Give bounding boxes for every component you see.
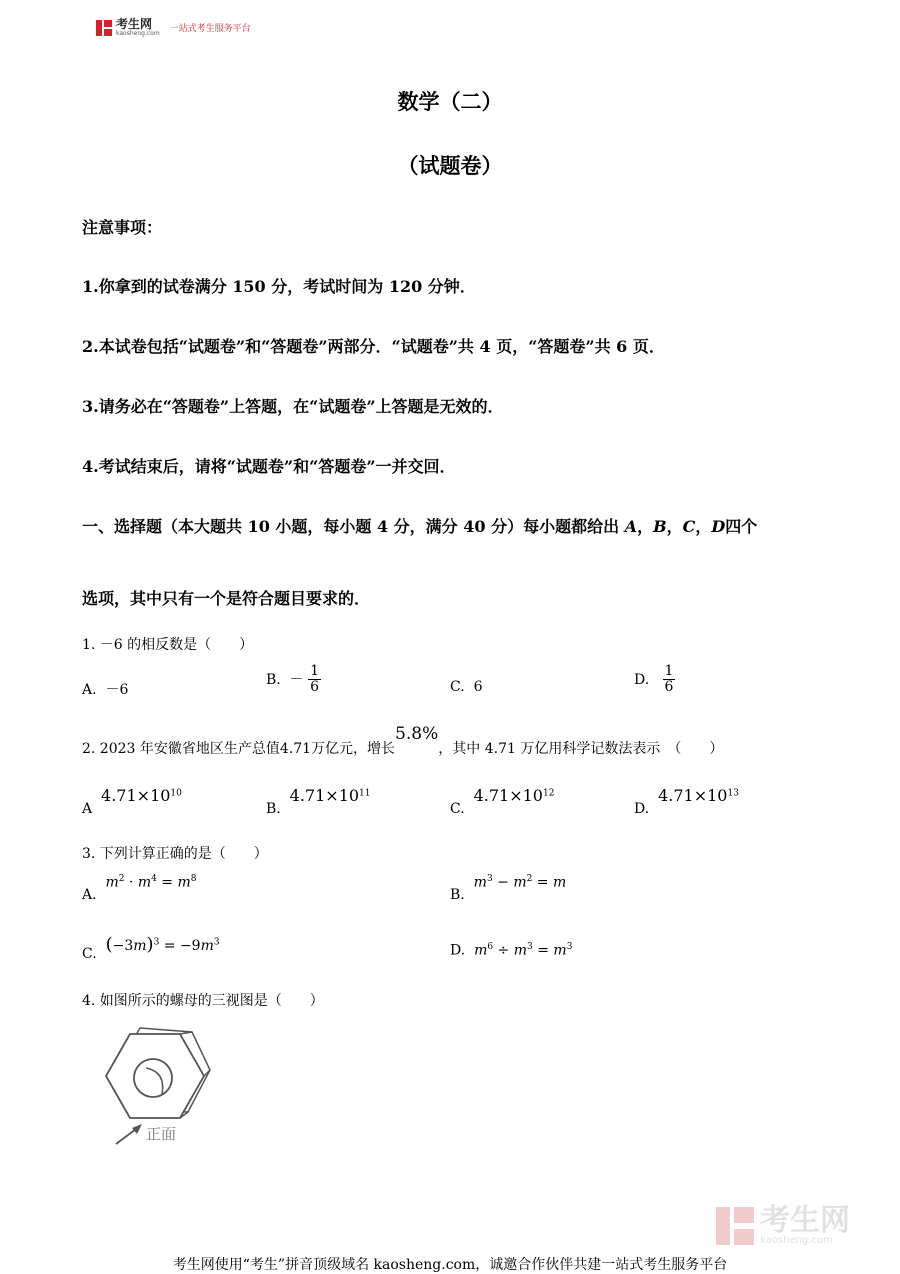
choice-letter: B [653, 517, 667, 536]
note-item: 4.考试结束后，请将“试题卷”和“答题卷”一并交回． [82, 457, 456, 476]
q2-option-a: A $4.71\times 10^{10}$ [82, 786, 182, 817]
q3-option-a: A. $m^2 \cdot m^4 = m^8$ [82, 874, 197, 903]
q1-option-c: C. 6 [450, 679, 483, 695]
section-heading-text: 一、选择题（本大题共 10 小题，每小题 4 分，满分 40 分）每小题都给出 [82, 517, 620, 536]
q3-option-b: B. $m^3 - m^2 = m$ [450, 874, 567, 903]
nut-figure [82, 1020, 232, 1155]
choice-letter: A [624, 517, 638, 536]
notes-heading: 注意事项： [82, 218, 163, 237]
value: 4.71 [279, 741, 312, 757]
brand-domain: kaosheng.com [116, 30, 160, 37]
kaosheng-watermark-icon [716, 1207, 754, 1245]
fraction: $\frac{1}{6}$ [664, 663, 674, 696]
watermark-logo [716, 1203, 850, 1246]
choice-letter: C [682, 517, 696, 536]
page-title: 数学（二） [397, 89, 503, 114]
brand-slogan: 一站式考生服务平台 [169, 24, 251, 34]
q2-option-d: D. $4.71\times 10^{13}$ [634, 786, 739, 817]
q1-option-a: A. －6 [82, 682, 129, 698]
note-item: 1.你拿到的试卷满分 150 分，考试时间为 120 分钟． [82, 277, 476, 296]
question-3-stem: 3. 下列计算正确的是（ ） [82, 846, 268, 862]
q2-option-b: B. $4.71\times 10^{11}$ [266, 786, 371, 817]
note-item: 2.本试卷包括“试题卷”和“答题卷”两部分．“试题卷”共 4 页，“答题卷”共 6 页． [82, 337, 665, 356]
question-2-stem: 2. 2023 年安徽省地区生产总值4.71万亿元，增长5.8%，其中 4.71 万亿用科学记数法表示 （ ） [82, 724, 724, 757]
note-item: 3.请务必在“答题卷”上答题，在“试题卷”上答题是无效的． [82, 397, 504, 416]
page-subtitle: （试题卷） [397, 153, 503, 178]
growth-value: 5.8% [395, 724, 439, 744]
fraction: $\frac{1}{6}$ [310, 663, 320, 696]
q1-option-b: B. － $\frac{1}{6}$ [266, 663, 320, 696]
kaosheng-logo-icon [96, 20, 112, 36]
q2-option-c: C. $4.71\times 10^{12}$ [450, 786, 555, 817]
choice-letter: D [711, 517, 726, 536]
section-heading-tail: 四个 [725, 517, 758, 536]
question-4-stem: 4. 如图所示的螺母的三视图是（ ） [82, 993, 324, 1009]
footer-text: 考生网使用“考生”拼音顶级域名 kaosheng.com，诚邀合作伙伴共建一站式考生服务平台 [172, 1257, 728, 1273]
figure-front-label: 正面 [146, 1125, 177, 1143]
q3-option-d: D. $m^6 \div m^3 = m^3$ [450, 942, 573, 959]
section-heading: 一、选择题（本大题共 10 小题，每小题 4 分，满分 40 分）每小题都给出 A，B，C，D四个 [82, 517, 758, 536]
brand-name: 考生网 [116, 17, 153, 31]
q1-option-d: D. $\frac{1}{6}$ [634, 663, 674, 696]
question-1-stem: 1. －6 的相反数是（ ） [82, 637, 254, 653]
header-logo[interactable] [96, 18, 251, 37]
watermark-name: 考生网 [760, 1203, 850, 1238]
q3-option-c: C. $(-3m)^3 = -9m^3$ [82, 934, 220, 962]
watermark-domain: kaosheng.com [760, 1235, 833, 1246]
section-heading-line2: 选项，其中只有一个是符合题目要求的． [82, 589, 371, 608]
